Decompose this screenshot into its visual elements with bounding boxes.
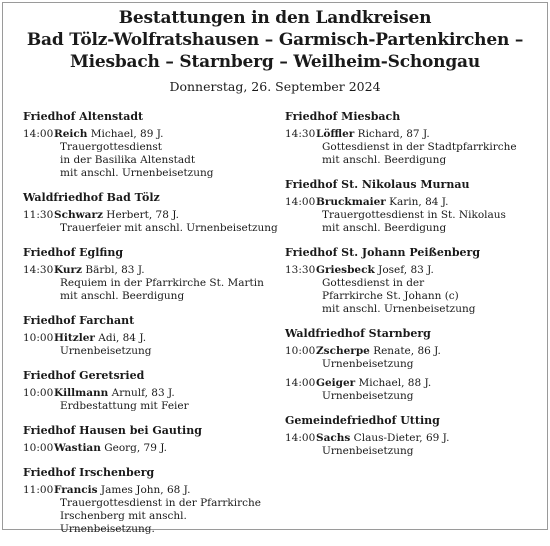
cemetery-name: Friedhof Farchant — [23, 314, 135, 327]
burial-entry — [23, 442, 278, 455]
cemetery-name: Friedhof St. Johann Peißenberg — [285, 246, 481, 259]
title-line-1: Bestattungen in den Landkreisen — [118, 8, 432, 28]
service-detail: Trauergottesdienst — [60, 141, 163, 153]
burial-details — [54, 209, 278, 235]
burial-details — [316, 196, 547, 235]
deceased-name-line — [316, 345, 547, 358]
burial-entry — [285, 196, 547, 235]
deceased-surname: Zscherpe — [316, 345, 370, 357]
deceased-given-age: Michael, 89 J. — [90, 128, 164, 140]
deceased-name-line — [316, 432, 547, 445]
deceased-given-age: Michael, 88 J. — [358, 377, 432, 389]
deceased-surname: Killmann — [54, 387, 109, 399]
service-detail: Gottesdienst in der — [322, 277, 425, 289]
cemetery-section — [285, 245, 547, 316]
burial-time: 13:30 — [285, 264, 316, 276]
service-detail: Urnenbeisetzung — [322, 390, 414, 402]
burial-time: 11:30 — [23, 209, 54, 221]
deceased-given-age: Karin, 84 J. — [389, 196, 449, 208]
cemetery-name: Friedhof Miesbach — [285, 110, 401, 123]
deceased-surname: Wastian — [54, 442, 101, 454]
deceased-name-line — [54, 387, 278, 400]
deceased-surname: Schwarz — [54, 209, 103, 221]
burial-time: 14:00 — [285, 377, 316, 389]
burial-details — [54, 332, 278, 358]
burial-time: 14:00 — [23, 128, 54, 140]
cemetery-name: Friedhof Eglfing — [23, 246, 124, 259]
deceased-given-age: Arnulf, 83 J. — [111, 387, 175, 399]
cemetery-name: Friedhof Geretsried — [23, 369, 145, 382]
deceased-surname: Kurz — [54, 264, 83, 276]
deceased-name-line — [54, 264, 278, 277]
deceased-given-age: Claus-Dieter, 69 J. — [353, 432, 450, 444]
burial-entry — [23, 264, 278, 303]
burial-details — [316, 128, 547, 167]
cemetery-name: Friedhof St. Nikolaus Murnau — [285, 178, 470, 191]
burial-entry — [285, 264, 547, 316]
deceased-name-line — [316, 196, 547, 209]
cemetery-section — [23, 465, 278, 536]
burial-details — [54, 484, 278, 536]
deceased-given-age: Richard, 87 J. — [357, 128, 430, 140]
deceased-given-age: Renate, 86 J. — [373, 345, 441, 357]
burial-time: 10:00 — [285, 345, 316, 357]
burial-entry — [285, 128, 547, 167]
burial-entry — [23, 484, 278, 536]
burial-entry — [23, 209, 278, 235]
service-detail: Irschenberg mit anschl. Urnenbeisetzung. — [60, 510, 187, 535]
cemetery-name: Gemeindefriedhof Utting — [285, 414, 440, 427]
burial-time: 14:00 — [285, 196, 316, 208]
service-detail: Trauerfeier mit anschl. Urnenbeisetzung — [60, 222, 278, 234]
deceased-name-line — [54, 128, 278, 141]
burial-entry — [285, 377, 547, 403]
deceased-name-line — [316, 377, 547, 390]
burial-details — [316, 377, 547, 403]
deceased-surname: Francis — [54, 484, 98, 496]
service-detail: mit anschl. Beerdigung — [322, 222, 447, 234]
burial-time: 10:00 — [23, 442, 54, 454]
cemetery-section — [285, 177, 547, 235]
deceased-given-age: Bärbl, 83 J. — [85, 264, 145, 276]
deceased-name-line — [54, 209, 278, 222]
burial-time: 14:00 — [285, 432, 316, 444]
service-detail: mit anschl. Beerdigung — [322, 154, 447, 166]
deceased-given-age: Josef, 83 J. — [378, 264, 434, 276]
burial-entry — [23, 332, 278, 358]
deceased-given-age: James John, 68 J. — [100, 484, 191, 496]
deceased-surname: Griesbeck — [316, 264, 375, 276]
service-detail: mit anschl. Beerdigung — [60, 290, 185, 302]
service-detail: mit anschl. Urnenbeisetzung — [60, 167, 214, 179]
cemetery-section — [285, 109, 547, 167]
burial-time: 10:00 — [23, 332, 54, 344]
left-column — [23, 109, 278, 546]
cemetery-section — [23, 313, 278, 358]
service-detail: Urnenbeisetzung — [60, 345, 152, 357]
burial-details — [316, 345, 547, 371]
deceased-surname: Reich — [54, 128, 88, 140]
title-line-3: Miesbach – Starnberg – Weilheim-Schongau — [69, 52, 481, 72]
burial-entry — [285, 345, 547, 371]
cemetery-name: Friedhof Hausen bei Gauting — [23, 424, 202, 437]
obituary-notice — [2, 2, 548, 535]
deceased-name-line — [54, 484, 278, 497]
deceased-given-age: Adi, 84 J. — [98, 332, 147, 344]
service-detail: mit anschl. Urnenbeisetzung — [322, 303, 476, 315]
deceased-name-line — [54, 332, 278, 345]
deceased-name-line — [316, 264, 547, 277]
burial-details — [54, 442, 278, 455]
service-detail: Trauergottesdienst in St. Nikolaus — [322, 209, 506, 221]
cemetery-name: Friedhof Irschenberg — [23, 466, 155, 479]
burial-entry — [23, 128, 278, 180]
cemetery-name: Friedhof Altenstadt — [23, 110, 144, 123]
deceased-surname: Hitzler — [54, 332, 95, 344]
service-detail: Urnenbeisetzung — [322, 445, 414, 457]
burial-details — [54, 128, 278, 180]
notice-header — [3, 3, 547, 95]
burial-entry — [23, 387, 278, 413]
deceased-given-age: Georg, 79 J. — [104, 442, 167, 454]
service-detail: Urnenbeisetzung — [322, 358, 414, 370]
notice-date: Donnerstag, 26. September 2024 — [169, 79, 381, 94]
cemetery-section — [23, 190, 278, 235]
right-column — [285, 109, 547, 468]
burial-entry — [285, 432, 547, 458]
burial-details — [54, 264, 278, 303]
burial-time: 10:00 — [23, 387, 54, 399]
burial-details — [54, 387, 278, 413]
deceased-surname: Geiger — [316, 377, 356, 389]
deceased-surname: Löffler — [316, 128, 355, 140]
title-line-2: Bad Tölz-Wolfratshausen – Garmisch-Partenkirchen – — [26, 30, 524, 50]
cemetery-section — [23, 423, 278, 455]
burial-time: 14:30 — [285, 128, 316, 140]
cemetery-section — [285, 413, 547, 458]
service-detail: Erdbestattung mit Feier — [60, 400, 189, 412]
burial-details — [316, 432, 547, 458]
deceased-name-line — [54, 442, 278, 455]
service-detail: Pfarrkirche St. Johann (c) — [322, 290, 459, 302]
burial-time: 14:30 — [23, 264, 54, 276]
deceased-name-line — [316, 128, 547, 141]
cemetery-name: Waldfriedhof Starnberg — [285, 327, 431, 340]
burial-time: 11:00 — [23, 484, 54, 496]
service-detail: Trauergottesdienst in der Pfarrkirche — [60, 497, 261, 509]
cemetery-section — [285, 326, 547, 403]
cemetery-section — [23, 245, 278, 303]
service-detail: in der Basilika Altenstadt — [60, 154, 196, 166]
cemetery-section — [23, 368, 278, 413]
cemetery-section — [23, 109, 278, 180]
deceased-surname: Bruckmaier — [316, 196, 386, 208]
burial-details — [316, 264, 547, 316]
deceased-surname: Sachs — [316, 432, 351, 444]
cemetery-name: Waldfriedhof Bad Tölz — [23, 191, 160, 204]
deceased-given-age: Herbert, 78 J. — [106, 209, 179, 221]
service-detail: Gottesdienst in der Stadtpfarrkirche — [322, 141, 517, 153]
service-detail: Requiem in der Pfarrkirche St. Martin — [60, 277, 264, 289]
